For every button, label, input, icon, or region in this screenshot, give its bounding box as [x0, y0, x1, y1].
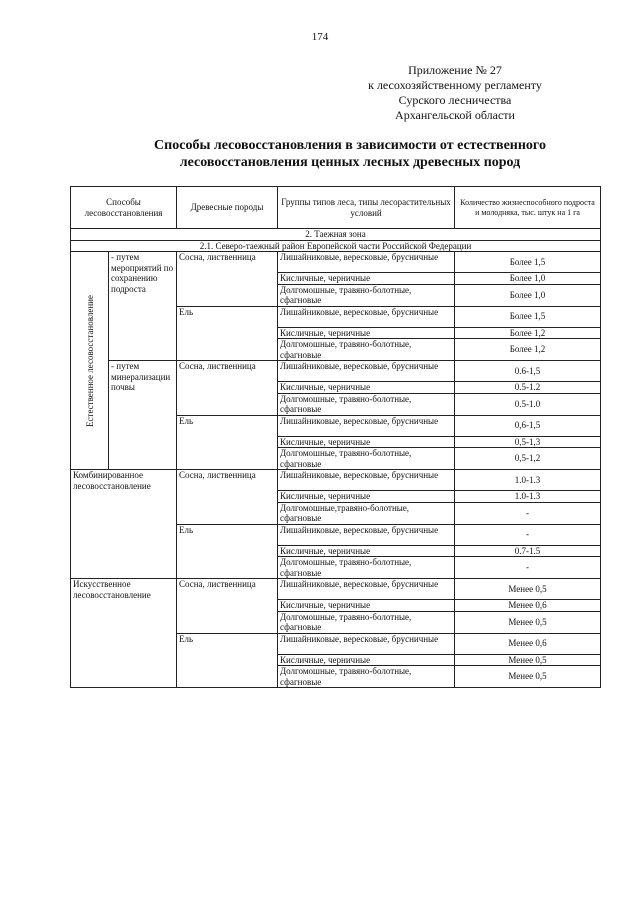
table-row [71, 579, 601, 600]
value-cell: Менее 0,6 [455, 600, 601, 612]
value-cell: Более 1,5 [455, 306, 601, 327]
forest-type-cell: Лишайниковые, вересковые, брусничные [278, 470, 455, 491]
appendix-line: Приложение № 27 [408, 63, 502, 77]
species-cell: Ель [177, 306, 278, 361]
species-cell: Ель [177, 633, 278, 688]
reforestation-table [70, 186, 601, 688]
value-cell: 0,6-1,5 [455, 415, 601, 436]
forest-type-cell: Кисличные, черничные [278, 600, 455, 612]
species-cell: Сосна, лиственница [177, 361, 278, 416]
appendix-reference [330, 63, 580, 123]
header-quantity: Количество жизнеспособного подроста и молодняка, тыс. штук на 1 га [455, 187, 601, 229]
value-cell: Более 1,5 [455, 252, 601, 273]
forest-type-cell: Долгомошные, травяно-болотные, сфагновые [278, 448, 455, 470]
table-row [71, 252, 601, 273]
value-cell: 0.5-1.0 [455, 393, 601, 415]
species-cell: Ель [177, 415, 278, 470]
forest-type-cell: Лишайниковые, вересковые, брусничные [278, 252, 455, 273]
natural-method-label: Естественное лесовосстановление [84, 294, 95, 427]
appendix-line: Сурского лесничества [398, 93, 512, 107]
value-cell: - [455, 502, 601, 524]
forest-type-cell: Кисличные, черничные [278, 436, 455, 448]
appendix-line: к лесохозяйственному регламенту [368, 78, 542, 92]
forest-type-cell: Кисличные, черничные [278, 382, 455, 394]
title-line: лесовосстановления ценных лесных древесных пород [179, 155, 521, 170]
value-cell: 0.6-1,5 [455, 361, 601, 382]
forest-type-cell: Лишайниковые, вересковые, брусничные [278, 306, 455, 327]
forest-type-cell: Долгомошные,травяно-болотные, сфагновые [278, 502, 455, 524]
table-row [71, 361, 601, 382]
species-cell: Сосна, лиственница [177, 252, 278, 307]
forest-type-cell: Долгомошные, травяно-болотные, сфагновые [278, 339, 455, 361]
zone-row [71, 229, 601, 241]
forest-type-cell: Долгомошные, травяно-болотные, сфагновые [278, 611, 455, 633]
value-cell: 0,5-1,2 [455, 448, 601, 470]
value-cell: - [455, 557, 601, 579]
forest-type-cell: Долгомошные, травяно-болотные, сфагновые [278, 284, 455, 306]
forest-type-cell: Лишайниковые, вересковые, брусничные [278, 579, 455, 600]
natural-sub1-cell: - путем мероприятий по сохранению подроста [109, 252, 177, 361]
value-cell: 0.5-1.2 [455, 382, 601, 394]
header-method: Способы лесовосстановления [71, 187, 177, 229]
combined-method-cell: Комбинированное лесовосстановление [71, 470, 177, 579]
value-cell: 0,5-1,3 [455, 436, 601, 448]
appendix-line: Архангельской области [395, 108, 515, 122]
species-cell: Сосна, лиственница [177, 579, 278, 634]
natural-method-cell [71, 252, 109, 470]
forest-type-cell: Лишайниковые, вересковые, брусничные [278, 633, 455, 654]
forest-type-cell: Лишайниковые, вересковые, брусничные [278, 361, 455, 382]
table-header-row [71, 187, 601, 229]
forest-type-cell: Кисличные, черничные [278, 273, 455, 285]
value-cell: Менее 0,5 [455, 654, 601, 666]
value-cell: Менее 0,5 [455, 579, 601, 600]
value-cell: Более 1,0 [455, 273, 601, 285]
species-cell: Ель [177, 524, 278, 579]
value-cell: Более 1,2 [455, 327, 601, 339]
page-number: 174 [311, 31, 329, 43]
forest-type-cell: Кисличные, черничные [278, 327, 455, 339]
value-cell: Менее 0,5 [455, 611, 601, 633]
natural-sub2-cell: - путем минерализации почвы [109, 361, 177, 470]
value-cell: 1.0-1.3 [455, 470, 601, 491]
artificial-method-cell: Искусственное лесовосстановление [71, 579, 177, 688]
title-line: Способы лесовосстановления в зависимости от естественного [154, 138, 546, 153]
region-cell: 2.1. Северо-таежный район Европейской части Российской Федерации [71, 240, 601, 252]
forest-type-cell: Долгомошные, травяно-болотные, сфагновые [278, 557, 455, 579]
region-row [71, 240, 601, 252]
value-cell: - [455, 524, 601, 545]
value-cell: 1.0-1.3 [455, 491, 601, 503]
forest-type-cell: Долгомошные, травяно-болотные, сфагновые [278, 393, 455, 415]
value-cell: Более 1,2 [455, 339, 601, 361]
zone-cell: 2. Таежная зона [71, 229, 601, 241]
forest-type-cell: Кисличные, черничные [278, 545, 455, 557]
value-cell: 0.7-1.5 [455, 545, 601, 557]
forest-type-cell: Кисличные, черничные [278, 654, 455, 666]
value-cell: Менее 0,5 [455, 666, 601, 688]
forest-type-cell: Лишайниковые, вересковые, брусничные [278, 415, 455, 436]
value-cell: Менее 0,6 [455, 633, 601, 654]
header-forest-groups: Группы типов леса, типы лесорастительных условий [278, 187, 455, 229]
document-title [70, 137, 630, 171]
forest-type-cell: Кисличные, черничные [278, 491, 455, 503]
species-cell: Сосна, лиственница [177, 470, 278, 525]
value-cell: Более 1,0 [455, 284, 601, 306]
forest-type-cell: Долгомошные, травяно-болотные, сфагновые [278, 666, 455, 688]
table-row [71, 470, 601, 491]
forest-type-cell: Лишайниковые, вересковые, брусничные [278, 524, 455, 545]
header-species: Древесные породы [177, 187, 278, 229]
